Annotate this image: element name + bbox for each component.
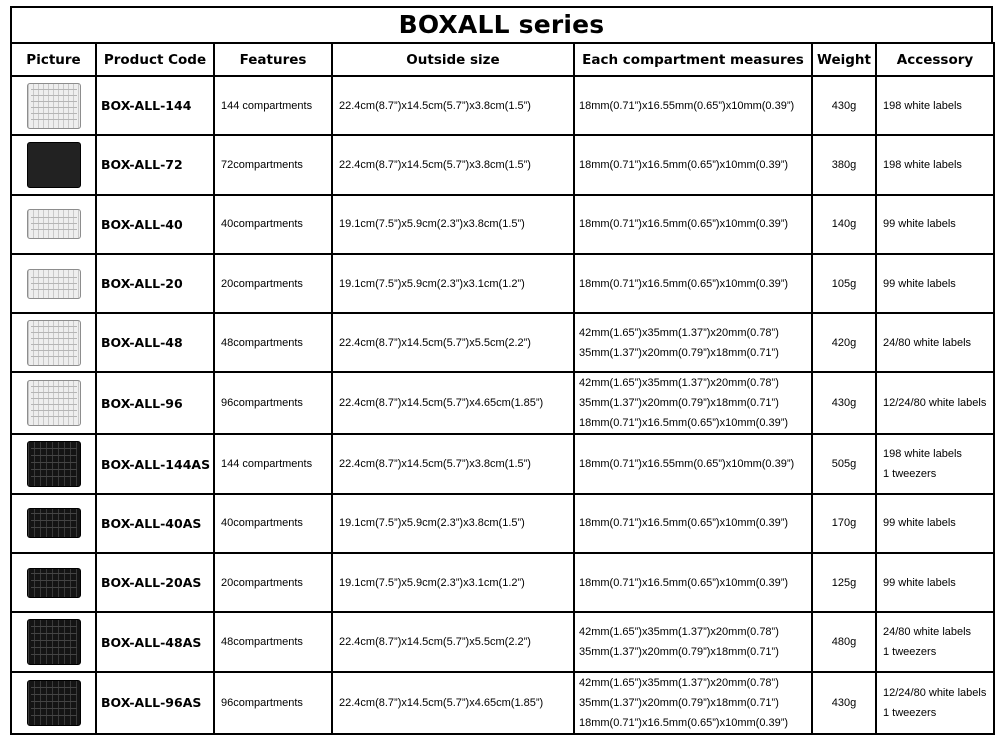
product-code: BOX-ALL-96AS: [96, 672, 214, 734]
compartment-measures-cell: [574, 76, 812, 135]
measure-line: 42mm(1.65”)x35mm(1.37”)x20mm(0.78”): [579, 626, 779, 639]
compartment-measures-cell: [574, 434, 812, 493]
table-row: [11, 372, 994, 434]
weight-cell: 170g: [812, 494, 876, 553]
features-cell: 96compartments: [214, 672, 332, 734]
product-code: BOX-ALL-20AS: [96, 553, 214, 612]
table-row: [11, 434, 994, 493]
header-outside-size: Outside size: [332, 43, 574, 76]
weight-cell: 430g: [812, 672, 876, 734]
measure-line: 42mm(1.65”)x35mm(1.37”)x20mm(0.78”): [579, 377, 779, 390]
outside-size-cell: 22.4cm(8.7”)x14.5cm(5.7”)x5.5cm(2.2”): [332, 612, 574, 671]
outside-size-cell: 19.1cm(7.5”)x5.9cm(2.3”)x3.8cm(1.5”): [332, 494, 574, 553]
weight-cell: 480g: [812, 612, 876, 671]
measure-line: 35mm(1.37”)x20mm(0.79”)x18mm(0.71”): [579, 646, 779, 659]
accessory-cell: [876, 76, 994, 135]
outside-size-cell: 19.1cm(7.5”)x5.9cm(2.3”)x3.1cm(1.2”): [332, 553, 574, 612]
weight-cell: 125g: [812, 553, 876, 612]
picture-cell: [11, 254, 96, 313]
product-code: BOX-ALL-144: [96, 76, 214, 135]
product-code: BOX-ALL-96: [96, 372, 214, 434]
header-compartment-measures: Each compartment measures: [574, 43, 812, 76]
table-row: [11, 494, 994, 553]
table-row: [11, 76, 994, 135]
black-96-box-icon: [27, 680, 81, 726]
table-row: [11, 553, 994, 612]
compartment-measures-cell: [574, 372, 812, 434]
outside-size-cell: 22.4cm(8.7”)x14.5cm(5.7”)x5.5cm(2.2”): [332, 313, 574, 372]
measure-line: 18mm(0.71”)x16.55mm(0.65”)x10mm(0.39”): [579, 99, 795, 112]
weight-cell: 505g: [812, 434, 876, 493]
white-48-box-icon: [27, 320, 81, 366]
accessory-cell: [876, 553, 994, 612]
table-row: [11, 254, 994, 313]
features-cell: 96compartments: [214, 372, 332, 434]
product-code: BOX-ALL-48AS: [96, 612, 214, 671]
accessory-line: 198 white labels: [883, 99, 962, 112]
picture-cell: [11, 135, 96, 194]
product-table: [10, 42, 995, 735]
header-row: [11, 43, 994, 76]
features-cell: 20compartments: [214, 553, 332, 612]
picture-cell: [11, 195, 96, 254]
outside-size-cell: 22.4cm(8.7”)x14.5cm(5.7”)x3.8cm(1.5”): [332, 135, 574, 194]
outside-size-cell: 22.4cm(8.7”)x14.5cm(5.7”)x4.65cm(1.85”): [332, 372, 574, 434]
outside-size-cell: 19.1cm(7.5”)x5.9cm(2.3”)x3.1cm(1.2”): [332, 254, 574, 313]
compartment-measures-cell: [574, 195, 812, 254]
features-cell: 144 compartments: [214, 76, 332, 135]
measure-line: 35mm(1.37”)x20mm(0.79”)x18mm(0.71”): [579, 397, 779, 410]
accessory-cell: [876, 195, 994, 254]
header-picture: Picture: [11, 43, 96, 76]
measure-line: 18mm(0.71”)x16.5mm(0.65”)x10mm(0.39”): [579, 576, 789, 589]
weight-cell: 105g: [812, 254, 876, 313]
accessory-cell: [876, 372, 994, 434]
compartment-measures-cell: [574, 612, 812, 671]
features-cell: 72compartments: [214, 135, 332, 194]
table-row: [11, 313, 994, 372]
features-cell: 144 compartments: [214, 434, 332, 493]
features-cell: 40compartments: [214, 494, 332, 553]
white-40-box-icon: [27, 209, 81, 239]
black-48-box-icon: [27, 619, 81, 665]
picture-cell: [11, 494, 96, 553]
header-accessory: Accessory: [876, 43, 994, 76]
header-features: Features: [214, 43, 332, 76]
product-code: BOX-ALL-144AS: [96, 434, 214, 493]
accessory-line: 99 white labels: [883, 218, 956, 231]
white-144-box-icon: [27, 83, 81, 129]
picture-cell: [11, 612, 96, 671]
white-20-box-icon: [27, 269, 81, 299]
features-cell: 20compartments: [214, 254, 332, 313]
weight-cell: 430g: [812, 76, 876, 135]
page-title: BOXALL series: [10, 6, 993, 42]
product-code: BOX-ALL-48: [96, 313, 214, 372]
compartment-measures-cell: [574, 672, 812, 734]
table-row: [11, 612, 994, 671]
measure-line: 18mm(0.71”)x16.5mm(0.65”)x10mm(0.39”): [579, 716, 789, 729]
accessory-line: 24/80 white labels: [883, 336, 972, 349]
header-product-code: Product Code: [96, 43, 214, 76]
picture-cell: [11, 313, 96, 372]
accessory-line: 12/24/80 white labels: [883, 686, 987, 699]
product-code: BOX-ALL-20: [96, 254, 214, 313]
outside-size-cell: 22.4cm(8.7”)x14.5cm(5.7”)x3.8cm(1.5”): [332, 76, 574, 135]
accessory-line: 24/80 white labels: [883, 626, 972, 639]
product-code: BOX-ALL-40AS: [96, 494, 214, 553]
accessory-line: 99 white labels: [883, 576, 956, 589]
measure-line: 42mm(1.65”)x35mm(1.37”)x20mm(0.78”): [579, 326, 779, 339]
accessory-cell: [876, 612, 994, 671]
accessory-cell: [876, 313, 994, 372]
accessory-line: 1 tweezers: [883, 646, 937, 659]
measure-line: 18mm(0.71”)x16.5mm(0.65”)x10mm(0.39”): [579, 158, 789, 171]
product-code: BOX-ALL-72: [96, 135, 214, 194]
accessory-cell: [876, 434, 994, 493]
outside-size-cell: 22.4cm(8.7”)x14.5cm(5.7”)x4.65cm(1.85”): [332, 672, 574, 734]
measure-line: 18mm(0.71”)x16.5mm(0.65”)x10mm(0.39”): [579, 417, 789, 430]
accessory-line: 1 tweezers: [883, 706, 937, 719]
outside-size-cell: 22.4cm(8.7”)x14.5cm(5.7”)x3.8cm(1.5”): [332, 434, 574, 493]
black-20-box-icon: [27, 568, 81, 598]
accessory-line: 99 white labels: [883, 517, 956, 530]
table-row: [11, 135, 994, 194]
measure-line: 42mm(1.65”)x35mm(1.37”)x20mm(0.78”): [579, 676, 779, 689]
measure-line: 18mm(0.71”)x16.5mm(0.65”)x10mm(0.39”): [579, 517, 789, 530]
weight-cell: 430g: [812, 372, 876, 434]
compartment-measures-cell: [574, 494, 812, 553]
picture-cell: [11, 434, 96, 493]
product-code: BOX-ALL-40: [96, 195, 214, 254]
weight-cell: 140g: [812, 195, 876, 254]
features-cell: 48compartments: [214, 313, 332, 372]
weight-cell: 420g: [812, 313, 876, 372]
compartment-measures-cell: [574, 553, 812, 612]
accessory-line: 1 tweezers: [883, 468, 937, 481]
accessory-cell: [876, 135, 994, 194]
features-cell: 40compartments: [214, 195, 332, 254]
table-row: [11, 195, 994, 254]
accessory-line: 198 white labels: [883, 448, 962, 461]
product-sheet: [10, 6, 993, 747]
outside-size-cell: 19.1cm(7.5”)x5.9cm(2.3”)x3.8cm(1.5”): [332, 195, 574, 254]
measure-line: 18mm(0.71”)x16.5mm(0.65”)x10mm(0.39”): [579, 277, 789, 290]
measure-line: 18mm(0.71”)x16.55mm(0.65”)x10mm(0.39”): [579, 458, 795, 471]
accessory-line: 99 white labels: [883, 277, 956, 290]
measure-line: 35mm(1.37”)x20mm(0.79”)x18mm(0.71”): [579, 346, 779, 359]
white-72-box-icon: [27, 142, 81, 188]
accessory-line: 12/24/80 white labels: [883, 397, 987, 410]
header-weight: Weight: [812, 43, 876, 76]
white-96-box-icon: [27, 380, 81, 426]
picture-cell: [11, 553, 96, 612]
picture-cell: [11, 76, 96, 135]
accessory-cell: [876, 254, 994, 313]
measure-line: 35mm(1.37”)x20mm(0.79”)x18mm(0.71”): [579, 696, 779, 709]
compartment-measures-cell: [574, 135, 812, 194]
table-row: [11, 672, 994, 734]
accessory-line: 198 white labels: [883, 158, 962, 171]
weight-cell: 380g: [812, 135, 876, 194]
measure-line: 18mm(0.71”)x16.5mm(0.65”)x10mm(0.39”): [579, 218, 789, 231]
black-144-box-icon: [27, 441, 81, 487]
black-40-box-icon: [27, 508, 81, 538]
accessory-cell: [876, 494, 994, 553]
compartment-measures-cell: [574, 313, 812, 372]
compartment-measures-cell: [574, 254, 812, 313]
accessory-cell: [876, 672, 994, 734]
features-cell: 48compartments: [214, 612, 332, 671]
picture-cell: [11, 372, 96, 434]
picture-cell: [11, 672, 96, 734]
